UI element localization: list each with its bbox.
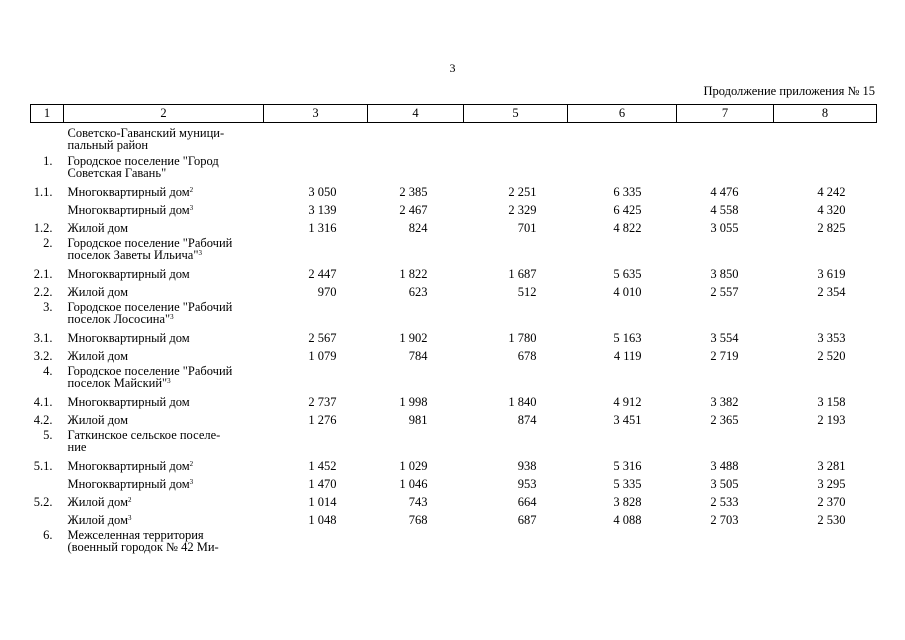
row-number: 1. <box>43 154 53 168</box>
value-cell: 1 840 <box>508 395 537 409</box>
row-name-line <box>68 204 264 216</box>
value-cell <box>677 529 774 553</box>
value-cell: 687 <box>517 513 537 527</box>
row-number: 4.1. <box>33 395 53 409</box>
value-cell: 2 447 <box>308 267 337 281</box>
header-cell: 3 <box>264 105 368 123</box>
value-cell <box>464 237 568 261</box>
value-cell: 1 048 <box>308 513 337 527</box>
value-cell <box>464 529 568 553</box>
row-number: 5.1. <box>33 459 53 473</box>
value-cell: 874 <box>517 413 537 427</box>
row-number <box>31 127 64 151</box>
value-cell <box>568 127 677 151</box>
row-name-text: поселок Майский" <box>67 376 168 390</box>
header-cell: 4 <box>368 105 464 123</box>
row-name <box>64 411 264 429</box>
table-row <box>31 511 877 529</box>
row-name-line <box>68 139 264 151</box>
value-cell <box>264 127 368 151</box>
value-cell: 1 276 <box>308 413 337 427</box>
row-number: 3. <box>43 300 53 314</box>
table-row <box>31 283 877 301</box>
value-cell <box>677 155 774 179</box>
value-cell <box>568 365 677 389</box>
row-name <box>64 429 264 453</box>
row-name-line <box>68 249 264 261</box>
value-cell <box>464 127 568 151</box>
value-cell: 5 316 <box>613 459 642 473</box>
row-number: 1.2. <box>33 221 53 235</box>
value-cell <box>264 365 368 389</box>
value-cell <box>774 365 877 389</box>
value-cell <box>568 155 677 179</box>
row-name-text: пальный район <box>67 138 149 152</box>
value-cell: 3 281 <box>817 459 846 473</box>
row-name-line <box>68 414 264 426</box>
value-cell <box>774 529 877 553</box>
row-name-text: Многоквартирный дом <box>67 477 190 491</box>
value-cell <box>264 301 368 325</box>
row-name <box>64 511 264 529</box>
value-cell <box>264 237 368 261</box>
value-cell: 4 010 <box>613 285 642 299</box>
value-cell: 1 998 <box>399 395 428 409</box>
value-cell: 953 <box>517 477 537 491</box>
value-cell: 1 822 <box>399 267 428 281</box>
value-cell: 2 567 <box>308 331 337 345</box>
value-cell: 4 912 <box>613 395 642 409</box>
row-name <box>64 329 264 347</box>
row-name <box>64 475 264 493</box>
header-cell: 2 <box>64 105 264 123</box>
continuation-label: Продолжение приложения № 15 <box>703 84 875 98</box>
value-cell <box>368 301 464 325</box>
header-cell: 8 <box>774 105 877 123</box>
table-row <box>31 155 877 179</box>
row-name-text: Межселенная территория <box>67 528 204 542</box>
table-row <box>31 329 877 347</box>
value-cell <box>568 429 677 453</box>
row-number: 3.2. <box>33 349 53 363</box>
row-name-text: Жилой дом <box>67 285 128 299</box>
value-cell <box>774 429 877 453</box>
row-name-text: Многоквартирный дом <box>67 459 190 473</box>
table-row <box>31 127 877 151</box>
value-cell: 3 353 <box>817 331 846 345</box>
footnote-marker: 3 <box>170 313 174 321</box>
footnote-marker: 3 <box>189 204 194 212</box>
value-cell <box>264 429 368 453</box>
table-body <box>31 123 877 558</box>
row-name-line <box>68 332 264 344</box>
row-name <box>64 237 264 261</box>
value-cell: 768 <box>408 513 428 527</box>
table-row <box>31 493 877 511</box>
value-cell: 1 902 <box>399 331 428 345</box>
row-name-line <box>68 514 264 526</box>
row-name-line <box>68 429 264 441</box>
value-cell <box>568 529 677 553</box>
value-cell: 3 139 <box>308 203 337 217</box>
table-row <box>31 301 877 325</box>
header-row <box>31 105 877 123</box>
value-cell: 981 <box>408 413 428 427</box>
footnote-marker: 3 <box>189 478 194 486</box>
row-name-text: (военный городок № 42 Ми- <box>67 540 219 554</box>
row-name-line <box>68 541 264 553</box>
value-cell <box>568 237 677 261</box>
row-name-line <box>68 286 264 298</box>
value-cell <box>368 127 464 151</box>
table-row <box>31 411 877 429</box>
row-name-line <box>68 478 264 490</box>
row-name-line <box>68 496 264 508</box>
row-name-text: Советско-Гаванский муници- <box>67 126 225 140</box>
row-name-text: Многоквартирный дом <box>67 395 190 409</box>
value-cell: 2 329 <box>508 203 537 217</box>
value-cell: 3 055 <box>710 221 739 235</box>
row-name <box>64 155 264 179</box>
footnote-marker: 2 <box>189 186 194 194</box>
header-cell: 1 <box>31 105 64 123</box>
row-name-text: Многоквартирный дом <box>67 203 190 217</box>
row-name <box>64 201 264 219</box>
row-number: 2.2. <box>33 285 53 299</box>
value-cell: 970 <box>317 285 337 299</box>
row-name-text: Городское поселение "Рабочий <box>67 364 233 378</box>
value-cell: 2 557 <box>710 285 739 299</box>
value-cell <box>464 429 568 453</box>
value-cell: 1 014 <box>308 495 337 509</box>
value-cell: 3 295 <box>817 477 846 491</box>
value-cell: 3 505 <box>710 477 739 491</box>
value-cell: 4 119 <box>613 349 642 363</box>
table-row <box>31 347 877 365</box>
value-cell <box>677 365 774 389</box>
value-cell <box>368 155 464 179</box>
value-cell: 3 158 <box>817 395 846 409</box>
value-cell <box>264 529 368 553</box>
row-name-text: Гаткинское сельское поселе- <box>67 428 221 442</box>
value-cell: 4 558 <box>710 203 739 217</box>
value-cell <box>368 529 464 553</box>
value-cell: 2 520 <box>817 349 846 363</box>
value-cell <box>677 301 774 325</box>
value-cell: 1 780 <box>508 331 537 345</box>
row-name-line <box>68 396 264 408</box>
value-cell: 4 320 <box>817 203 846 217</box>
value-cell: 2 533 <box>710 495 739 509</box>
row-number: 6. <box>43 528 53 542</box>
table-row <box>31 219 877 237</box>
row-name-text: Жилой дом <box>67 413 128 427</box>
row-name <box>64 365 264 389</box>
row-name <box>64 283 264 301</box>
row-number: 4. <box>43 364 53 378</box>
value-cell: 4 476 <box>710 185 739 199</box>
row-name-text: Многоквартирный дом <box>67 267 190 281</box>
row-name <box>64 127 264 151</box>
row-name-text: Многоквартирный дом <box>67 185 190 199</box>
row-name <box>64 265 264 283</box>
row-number: 3.1. <box>33 331 53 345</box>
value-cell <box>368 365 464 389</box>
value-cell: 5 163 <box>613 331 642 345</box>
row-name <box>64 457 264 475</box>
value-cell: 5 635 <box>613 267 642 281</box>
value-cell <box>677 127 774 151</box>
table-row <box>31 475 877 493</box>
value-cell: 2 825 <box>817 221 846 235</box>
row-name-text: ние <box>67 440 87 454</box>
data-table <box>30 104 877 557</box>
value-cell: 938 <box>517 459 537 473</box>
value-cell: 2 467 <box>399 203 428 217</box>
value-cell: 2 737 <box>308 395 337 409</box>
table-row <box>31 429 877 453</box>
row-name-line <box>68 167 264 179</box>
value-cell: 824 <box>408 221 428 235</box>
row-name-line <box>68 441 264 453</box>
row-name-text: Городское поселение "Рабочий <box>67 300 233 314</box>
value-cell: 678 <box>517 349 537 363</box>
row-number: 5.2. <box>33 495 53 509</box>
value-cell: 2 251 <box>508 185 537 199</box>
value-cell: 2 193 <box>817 413 846 427</box>
table-row <box>31 201 877 219</box>
row-name <box>64 219 264 237</box>
row-name-line <box>68 460 264 472</box>
value-cell: 623 <box>408 285 428 299</box>
row-number <box>31 511 64 529</box>
row-number: 2.1. <box>33 267 53 281</box>
row-name-text: поселок Заветы Ильича" <box>67 248 199 262</box>
value-cell: 3 488 <box>710 459 739 473</box>
table-row <box>31 237 877 261</box>
value-cell <box>464 301 568 325</box>
page-number: 3 <box>449 61 456 75</box>
value-cell <box>774 155 877 179</box>
value-cell <box>264 155 368 179</box>
row-number: 4.2. <box>33 413 53 427</box>
row-name <box>64 347 264 365</box>
row-name-text: Жилой дом <box>67 221 128 235</box>
value-cell: 6 425 <box>613 203 642 217</box>
table-row <box>31 393 877 411</box>
value-cell: 664 <box>517 495 537 509</box>
value-cell: 1 470 <box>308 477 337 491</box>
footnote-marker: 3 <box>167 377 171 385</box>
value-cell <box>774 127 877 151</box>
footnote-marker: 3 <box>127 514 132 522</box>
table-row <box>31 365 877 389</box>
value-cell: 784 <box>408 349 428 363</box>
value-cell <box>677 237 774 261</box>
row-name-line <box>68 377 264 389</box>
value-cell <box>774 301 877 325</box>
footnote-marker: 2 <box>189 460 194 468</box>
value-cell: 2 365 <box>710 413 739 427</box>
value-cell: 3 828 <box>613 495 642 509</box>
value-cell: 6 335 <box>613 185 642 199</box>
value-cell: 1 046 <box>399 477 428 491</box>
row-name-text: Многоквартирный дом <box>67 331 190 345</box>
value-cell: 2 530 <box>817 513 846 527</box>
value-cell: 3 850 <box>710 267 739 281</box>
value-cell: 743 <box>408 495 428 509</box>
row-name-text: Городское поселение "Рабочий <box>67 236 233 250</box>
value-cell <box>464 155 568 179</box>
value-cell: 2 719 <box>710 349 739 363</box>
row-name-line <box>68 350 264 362</box>
footnote-marker: 3 <box>198 249 202 257</box>
value-cell: 3 554 <box>710 331 739 345</box>
row-name <box>64 183 264 201</box>
value-cell <box>368 429 464 453</box>
value-cell: 2 354 <box>817 285 846 299</box>
value-cell: 2 370 <box>817 495 846 509</box>
value-cell: 701 <box>517 221 537 235</box>
row-name <box>64 301 264 325</box>
row-number: 1.1. <box>33 185 53 199</box>
header-cell: 7 <box>677 105 774 123</box>
value-cell: 1 316 <box>308 221 337 235</box>
footnote-marker: 2 <box>127 496 132 504</box>
value-cell: 1 079 <box>308 349 337 363</box>
value-cell: 4 822 <box>613 221 642 235</box>
row-name-line <box>68 313 264 325</box>
value-cell: 2 703 <box>710 513 739 527</box>
value-cell: 2 385 <box>399 185 428 199</box>
row-name-text: Городское поселение "Город <box>67 154 219 168</box>
value-cell: 3 451 <box>613 413 642 427</box>
value-cell: 512 <box>517 285 537 299</box>
value-cell: 3 619 <box>817 267 846 281</box>
row-number: 2. <box>43 236 53 250</box>
row-name <box>64 529 264 553</box>
row-number <box>31 201 64 219</box>
row-number: 5. <box>43 428 53 442</box>
value-cell <box>464 365 568 389</box>
value-cell: 4 088 <box>613 513 642 527</box>
table-row <box>31 183 877 201</box>
row-number <box>31 475 64 493</box>
row-name <box>64 393 264 411</box>
value-cell: 3 382 <box>710 395 739 409</box>
row-name-text: Жилой дом <box>67 349 128 363</box>
table-row <box>31 265 877 283</box>
header-cell: 6 <box>568 105 677 123</box>
value-cell: 4 242 <box>817 185 846 199</box>
value-cell <box>568 301 677 325</box>
value-cell: 3 050 <box>308 185 337 199</box>
value-cell <box>677 429 774 453</box>
row-name-line <box>68 268 264 280</box>
value-cell <box>368 237 464 261</box>
row-name-text: Жилой дом <box>67 495 128 509</box>
header-cell: 5 <box>464 105 568 123</box>
table-row <box>31 457 877 475</box>
value-cell: 1 029 <box>399 459 428 473</box>
row-name-text: Советская Гавань" <box>67 166 167 180</box>
row-name-text: поселок Лососина" <box>67 312 171 326</box>
table-row <box>31 529 877 553</box>
row-name-text: Жилой дом <box>67 513 128 527</box>
value-cell: 1 452 <box>308 459 337 473</box>
value-cell: 1 687 <box>508 267 537 281</box>
row-name <box>64 493 264 511</box>
value-cell: 5 335 <box>613 477 642 491</box>
row-name-line <box>68 222 264 234</box>
row-name-line <box>68 186 264 198</box>
value-cell <box>774 237 877 261</box>
